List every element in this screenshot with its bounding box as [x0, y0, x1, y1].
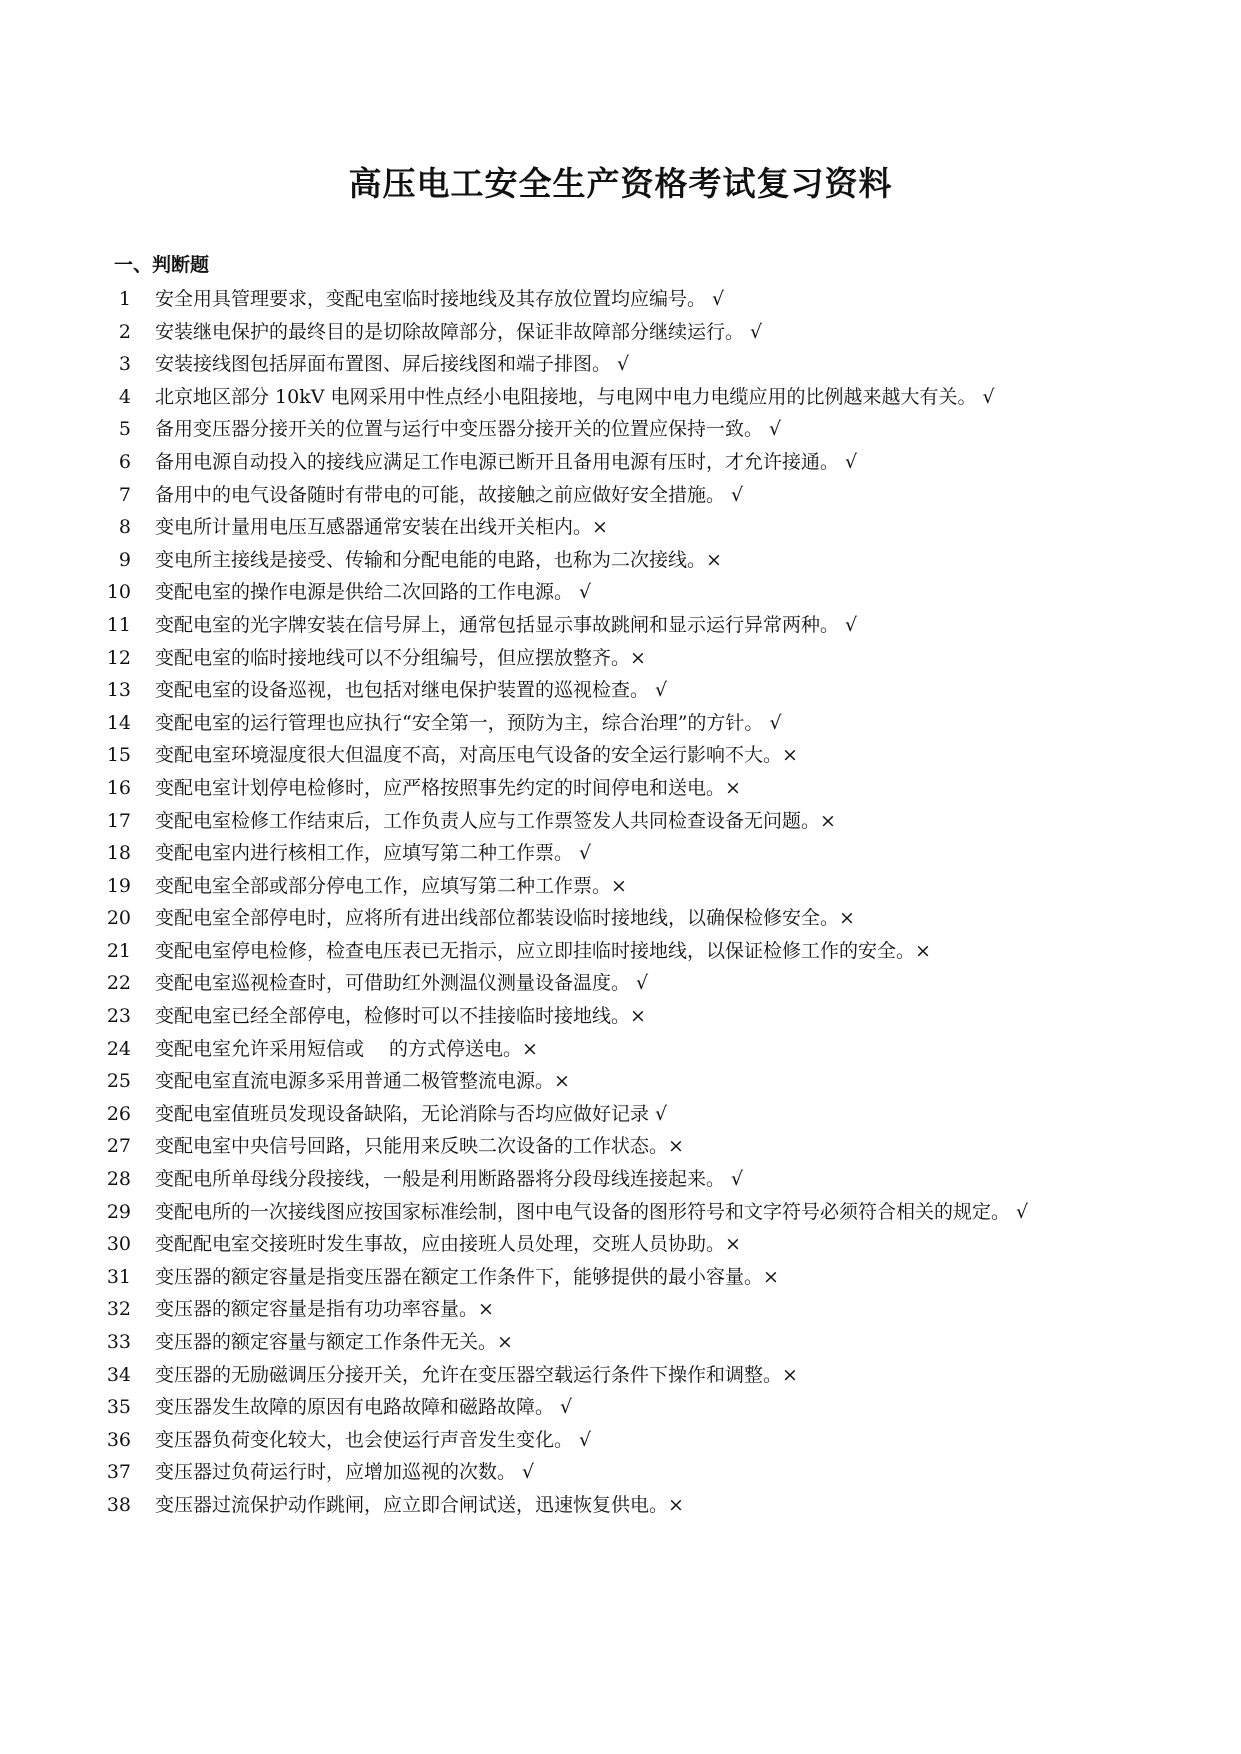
question-item: [0, 870, 1241, 903]
question-number: 38: [106, 1493, 131, 1516]
question-text: 备用中的电气设备随时有带电的可能，故接触之前应做好安全措施。 √: [155, 483, 744, 506]
question-number: 32: [106, 1298, 131, 1321]
question-text: 变配电所单母线分段接线，一般是利用断路器将分段母线连接起来。 √: [155, 1168, 744, 1191]
question-text: 备用变压器分接开关的位置与运行中变压器分接开关的位置应保持一致。 √: [155, 418, 782, 441]
question-item: [0, 902, 1241, 935]
question-text: 变配电室的运行管理也应执行“安全第一，预防为主，综合治理”的方针。 √: [155, 711, 782, 734]
question-number: 33: [106, 1331, 131, 1353]
question-text: 变配电室停电检修，检查电压表已无指示，应立即挂临时接地线，以保证检修工作的安全。×: [155, 939, 931, 962]
question-text: 变配电所的一次接线图应按国家标准绘制，图中电气设备的图形符号和文字符号必须符合相关的规定。 √: [155, 1200, 1029, 1223]
question-item: [0, 316, 1241, 349]
question-number: 16: [106, 776, 131, 799]
question-text: 变配电室检修工作结束后，工作负责人应与工作票签发人共同检查设备无问题。×: [155, 809, 836, 832]
question-text: 变电所主接线是接受、传输和分配电能的电路，也称为二次接线。×: [155, 548, 722, 571]
question-number: 2: [118, 320, 131, 343]
question-text: 变配电室计划停电检修时，应严格按照事先约定的时间停电和送电。×: [155, 776, 741, 799]
question-text: 变压器发生故障的原因有电路故障和磁路故障。 √: [155, 1396, 573, 1419]
question-item: [0, 1065, 1241, 1098]
question-item: [0, 1261, 1241, 1294]
question-item: [0, 642, 1241, 675]
question-item: [0, 1359, 1241, 1392]
question-text: 变压器的额定容量是指变压器在额定工作条件下，能够提供的最小容量。×: [155, 1265, 779, 1288]
question-item: [0, 1033, 1241, 1066]
question-item: [0, 544, 1241, 577]
question-number: 20: [106, 907, 131, 930]
question-number: 4: [118, 385, 131, 408]
question-number: 8: [118, 516, 131, 539]
question-item: [0, 511, 1241, 544]
question-number: 12: [106, 646, 131, 669]
question-number: 37: [106, 1461, 131, 1484]
question-text: 变配电室直流电源多采用普通二极管整流电源。×: [155, 1070, 570, 1093]
question-text: 变配电室全部停电时，应将所有进出线部位都装设临时接地线，以确保检修安全。×: [155, 907, 855, 930]
question-text: 北京地区部分 10kV 电网采用中性点经小电阻接地，与电网中电力电缆应用的比例越来越大有关。 √: [155, 385, 995, 408]
question-text: 变电所计量用电压互感器通常安装在出线开关柜内。×: [155, 516, 608, 539]
question-item: [0, 348, 1241, 381]
question-text: 安装接线图包括屏面布置图、屏后接线图和端子排图。 √: [155, 353, 630, 376]
question-item: [0, 1326, 1241, 1359]
question-number: 3: [118, 353, 131, 376]
question-text: 变配配电室交接班时发生事故，应由接班人员处理，交班人员协助。×: [155, 1233, 741, 1256]
question-item: [0, 1489, 1241, 1522]
question-item: [0, 1228, 1241, 1261]
question-text: 变配电室全部或部分停电工作，应填写第二种工作票。×: [155, 874, 627, 897]
question-text: 变配电室的临时接地线可以不分组编号，但应摆放整齐。×: [155, 646, 646, 669]
question-item: [0, 413, 1241, 446]
question-number: 19: [106, 874, 131, 897]
question-number: 6: [118, 450, 131, 473]
question-item: [0, 707, 1241, 740]
question-item: [0, 283, 1241, 316]
question-item: [0, 446, 1241, 479]
question-text: 变配电室的设备巡视，也包括对继电保护装置的巡视检查。 √: [155, 679, 668, 702]
question-item: [0, 1293, 1241, 1326]
question-item: [0, 805, 1241, 838]
question-number: 21: [106, 939, 131, 962]
question-item: [0, 837, 1241, 870]
question-item: [0, 772, 1241, 805]
question-item: [0, 935, 1241, 968]
question-number: 31: [106, 1265, 131, 1288]
question-number: 36: [106, 1428, 131, 1451]
question-item: [0, 381, 1241, 414]
question-text: 变压器的无励磁调压分接开关，允许在变压器空载运行条件下操作和调整。×: [155, 1363, 798, 1386]
question-number: 11: [106, 613, 131, 636]
question-text: 变压器过负荷运行时，应增加巡视的次数。 √: [155, 1461, 535, 1484]
question-number: 30: [106, 1233, 131, 1256]
question-number: 7: [118, 483, 131, 506]
question-number: 17: [106, 809, 131, 832]
document-title: 高压电工安全生产资格考试复习资料: [348, 164, 893, 203]
question-number: 23: [106, 1005, 131, 1028]
question-number: 24: [106, 1037, 131, 1060]
question-text: 变配电室中央信号回路，只能用来反映二次设备的工作状态。×: [155, 1135, 684, 1158]
question-number: 22: [106, 972, 131, 995]
question-text: 变配电室巡视检查时，可借助红外测温仪测量设备温度。 √: [155, 972, 649, 995]
question-text: 安全用具管理要求，变配电室临时接地线及其存放位置均应编号。 √: [155, 288, 725, 310]
question-number: 28: [106, 1168, 131, 1191]
question-text: 变压器过流保护动作跳闸，应立即合闸试送，迅速恢复供电。×: [155, 1493, 684, 1516]
question-item: [0, 1098, 1241, 1131]
question-number: 5: [118, 418, 131, 441]
question-item: [0, 739, 1241, 772]
question-item: [0, 674, 1241, 707]
question-number: 13: [106, 679, 131, 702]
question-item: [0, 1196, 1241, 1229]
question-number: 29: [106, 1200, 131, 1223]
question-number: 26: [106, 1102, 131, 1125]
question-item: [0, 1000, 1241, 1033]
question-number: 35: [106, 1396, 131, 1419]
question-list: [0, 283, 1241, 1522]
question-text: 变配电室值班员发现设备缺陷，无论消除与否均应做好记录 √: [155, 1102, 668, 1125]
question-number: 25: [106, 1070, 131, 1093]
question-number: 14: [106, 711, 131, 734]
question-number: 15: [106, 744, 131, 767]
question-text: 备用电源自动投入的接线应满足工作电源已断开且备用电源有压时，才允许接通。 √: [155, 450, 858, 473]
question-number: 9: [118, 548, 131, 571]
question-item: [0, 967, 1241, 1000]
question-item: [0, 1424, 1241, 1457]
question-number: 18: [106, 842, 131, 865]
question-item: [0, 1130, 1241, 1163]
question-text: 变压器负荷变化较大，也会使运行声音发生变化。 √: [155, 1428, 592, 1451]
question-number: 34: [106, 1363, 131, 1386]
question-text: 变配电室的操作电源是供给二次回路的工作电源。 √: [155, 581, 592, 604]
question-item: [0, 609, 1241, 642]
question-text: 变压器的额定容量是指有功功率容量。×: [155, 1298, 494, 1321]
question-text: 安装继电保护的最终目的是切除故障部分，保证非故障部分继续运行。 √: [155, 320, 763, 343]
question-text: 变配电室的光字牌安装在信号屏上，通常包括显示事故跳闸和显示运行异常两种。 √: [155, 613, 858, 636]
question-text: 变压器的额定容量与额定工作条件无关。×: [155, 1331, 513, 1353]
question-item: [0, 1163, 1241, 1196]
question-text: 变配电室已经全部停电，检修时可以不挂接临时接地线。×: [155, 1005, 646, 1028]
question-item: [0, 1456, 1241, 1489]
question-item: [0, 1391, 1241, 1424]
question-item: [0, 576, 1241, 609]
section-heading: 一、判断题: [114, 254, 210, 276]
question-number: 1: [118, 288, 131, 310]
question-number: 10: [106, 581, 131, 604]
question-text: 变配电室内进行核相工作，应填写第二种工作票。 √: [155, 842, 592, 865]
question-text: 变配电室环境湿度很大但温度不高，对高压电气设备的安全运行影响不大。×: [155, 744, 798, 767]
question-number: 27: [106, 1135, 131, 1158]
question-text: 变配电室允许采用短信或 的方式停送电。×: [155, 1037, 538, 1060]
question-item: [0, 479, 1241, 512]
